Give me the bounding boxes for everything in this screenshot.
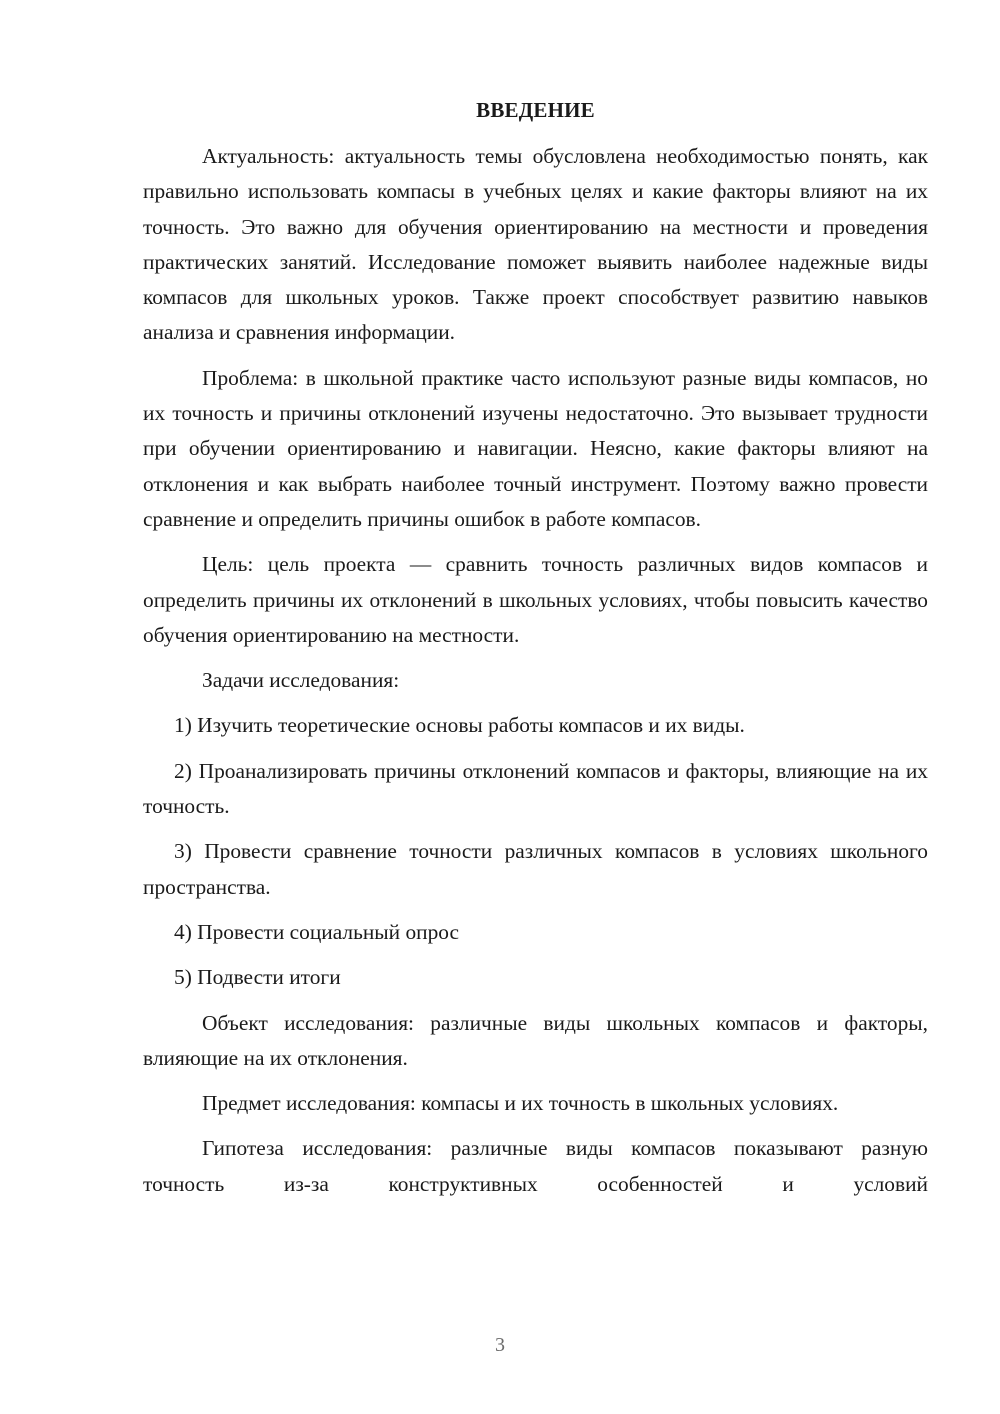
problem-paragraph: Проблема: в школьной практике часто используют разные виды компасов, но их точность и причины отклонений изучены недостаточно. Это вызывает трудности при обучении ориентированию и навигации. Неясно, какие факторы влияют на отклонения и как выбрать наиболее точный инструмент. Поэтому важно провести сравнение и определить причины ошибок в работе компасов.	[143, 365, 928, 531]
task-item: 3) Провести сравнение точности различных компасов в условиях школьного пространства.	[143, 839, 928, 899]
task-item: 2) Проанализировать причины отклонений компасов и факторы, влияющие на их точность.	[143, 758, 928, 819]
relevance-paragraph: Актуальность: актуальность темы обусловлена необходимостью понять, как правильно использовать компасы в учебных целях и какие факторы влияют на их точность. Это важно для обучения ориентированию на местности и проведения практических занятий. Исследование поможет выявить наиболее надежные виды компасов для школьных уроков. Также проект способствует развитию навыков анализа и сравнения информации.	[143, 144, 928, 345]
task-item: 5) Подвести итоги	[174, 965, 341, 990]
task-item: 4) Провести социальный опрос	[174, 919, 460, 944]
document-page	[143, 96, 928, 1202]
hypothesis-paragraph: Гипотеза исследования: различные виды компасов показывают разную точность из-за конструктивных особенностей и условий	[143, 1136, 928, 1196]
page-number: 3	[495, 1334, 505, 1356]
object-paragraph: Объект исследования: различные виды школьных компасов и факторы, влияющие на их отклонения.	[143, 1010, 928, 1070]
task-item: 1) Изучить теоретические основы работы компасов и их виды.	[174, 713, 745, 738]
subject-paragraph: Предмет исследования: компасы и их точность в школьных условиях.	[202, 1091, 839, 1116]
tasks-heading: Задачи исследования:	[202, 668, 400, 693]
goal-paragraph: Цель: цель проекта — сравнить точность различных видов компасов и определить причины их отклонений в школьных условиях, чтобы повысить качество обучения ориентированию на местности.	[143, 552, 928, 647]
section-title: ВВЕДЕНИЕ	[476, 98, 595, 122]
